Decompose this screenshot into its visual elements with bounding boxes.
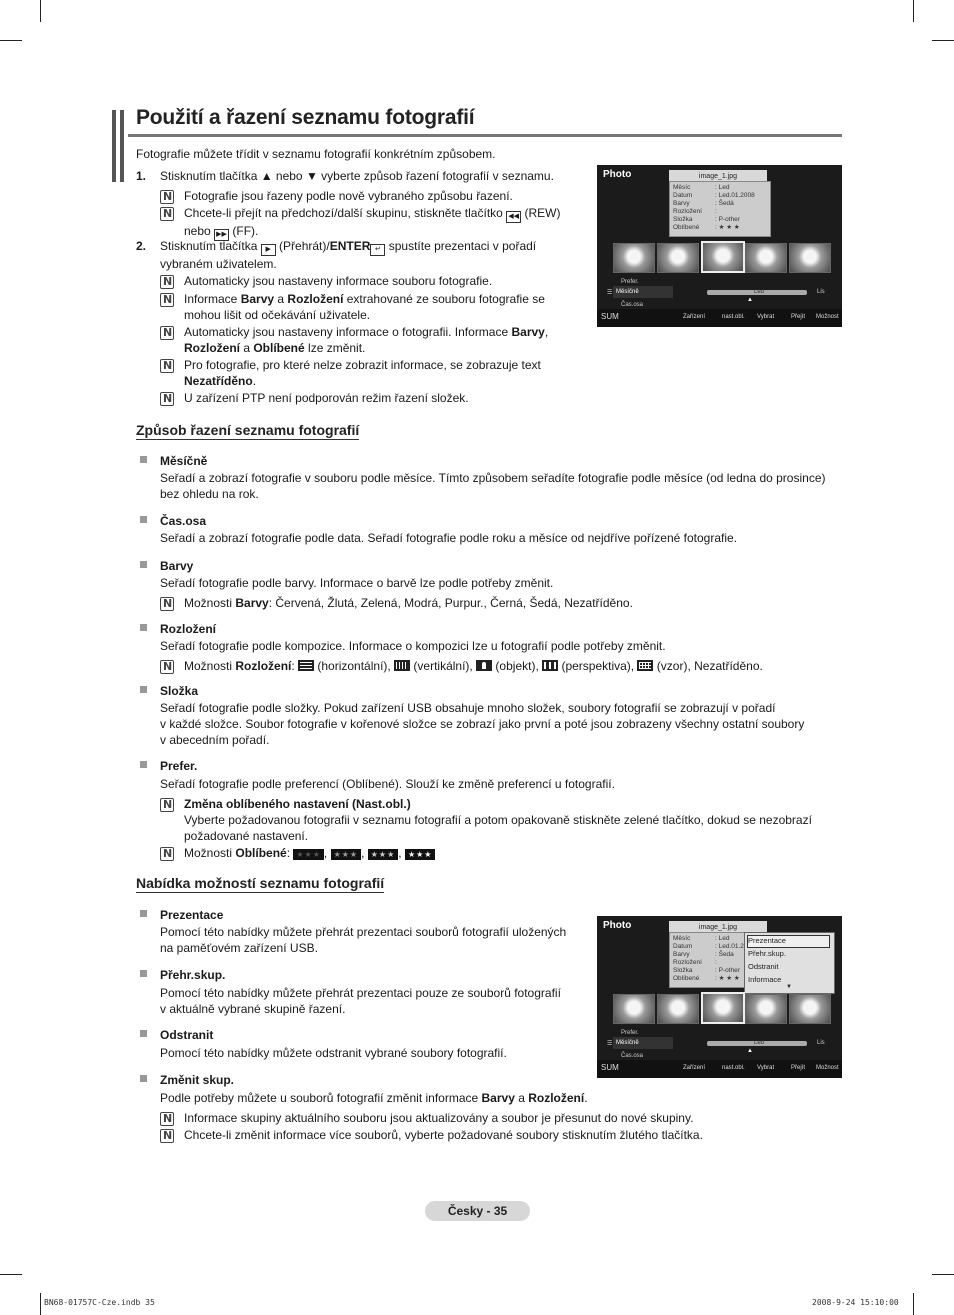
note-icon [160,293,174,307]
note: N Chcete-li přejít na předchozí/další skupinu, stiskněte tlačítko ◀◀ (REW) nebo ▶▶ (FF). [184,205,561,241]
bullet-icon [140,561,147,568]
note: N Informace Barvy a Rozložení extrahované ze souboru fotografie se mohou lišit od očekávání uživatele. [184,291,545,323]
bullet-icon [140,624,147,631]
note: N Fotografie jsou řazeny podle nově vybraného způsobu řazení. [184,188,513,204]
print-info-left: BN68-01757C-Cze.indb 35 [44,1298,155,1307]
bullet-icon [140,761,147,768]
bullet-icon [140,1075,147,1082]
note: N Automaticky jsou nastaveny informace souboru fotografie. [184,273,492,289]
crop-mark [0,1274,22,1275]
bullet-icon [140,970,147,977]
rew-icon: ◀◀ [506,211,521,223]
item-label: Barvy [160,559,194,573]
item-text: Pomocí této nabídky můžete odstranit vybrané soubory fotografií. [160,1046,507,1060]
bullet-icon [140,516,147,523]
step-number: 1. [136,169,147,183]
scroll-down-icon: ▼ [786,984,792,990]
tv-info-panel: Měsíc : Led Datum : Led.01.2008 Barvy : Šedá Rozložení : Složka : P-other Oblíbené : ★ ★ ★ [669,181,771,237]
item-label: Rozložení [160,622,216,636]
title-rule [128,134,842,137]
item-label: Prefer. [160,759,198,773]
tv-label: Photo [603,920,632,931]
tv-info-panel: Měsíc : Led Datum : Led.01.2 Barvy : Šeda Rozložení : Složka : P-other Oblíbené : ★ ★ ★ [669,932,771,988]
note-icon [160,597,174,611]
note-icon [160,1129,174,1143]
enter-icon: ↵ [370,244,385,256]
tv-screenshot-photo-list: Photo image_1.jpg Měsíc : Led Datum : Led.01.2008 Barvy : Šedá Rozložení : Složka : P-other Oblíbené : ★ ★ ★ Prefer. ☰ Měsíčně Čas.osa Led Lis ▲ SUM Zařízení nast.obl. Vybrat Přejít Možnost [597,165,842,327]
page-number: Česky - 35 [425,1201,530,1221]
pattern-layout-icon [637,660,653,671]
crop-mark [913,0,914,22]
tv-options-menu [744,932,835,994]
note-icon [160,798,174,812]
star-rating-icon: ★★★ [331,849,362,860]
note: N Změna oblíbeného nastavení (Nast.obl.) Vyberte požadovanou fotografii v seznamu fotografií a potom opakovaně stiskněte zelené tlačítko, dokud se nezobrazí požadované nastavení. [184,796,812,844]
star-rating-icon: ★★★ [368,849,399,860]
item-text: Seřadí a zobrazí fotografie podle data. Seřadí fotografie podle roku a měsíce od nejdříve pořízené fotografie. [160,531,738,545]
tv-filename: image_1.jpg [669,921,767,934]
step-2-text: Stisknutím tlačítka ▶ (Přehrát)/ENTER ↵ spustíte prezentaci v pořadí vybraném uživatelem. [160,239,537,271]
note-icon [160,359,174,373]
vertical-layout-icon [394,660,410,671]
photo-thumbnail-selected [701,992,745,1024]
item-text: Seřadí fotografie podle složky. Pokud zařízení USB obsahuje mnoho složek, soubory fotografií se zobrazují v pořadí v každé složce. Soubor fotografie v kořenové složce se zobrazí jako první a poté jsou zobrazeny všechny ostatní soubory v abecedním pořadí. [160,701,805,747]
note: N Pro fotografie, pro které nelze zobrazit informace, se zobrazuje text Nezatříděno. [184,357,541,389]
bullet-icon [140,456,147,463]
item-text: Seřadí fotografie podle preferencí (Oblíbené). Slouží ke změně preferencí u fotografií. [160,777,615,791]
note-icon [160,326,174,340]
intro-text: Fotografie můžete třídit v seznamu fotografií konkrétním způsobem. [136,147,496,161]
star-rating-icon: ★★★ [405,849,436,860]
item-text: Seřadí a zobrazí fotografie v souboru podle měsíce. Tímto způsobem seřadíte fotografie podle měsíce (od ledna do prosince) bez ohledu na rok. [160,471,826,501]
photo-thumbnail [613,994,655,1024]
menu-item-prehr-skup[interactable]: Přehr.skup. [748,949,786,958]
menu-item-odstranit[interactable]: Odstranit [748,962,779,971]
crop-mark [932,40,954,41]
photo-thumbnail [657,243,699,273]
note-icon [160,207,174,221]
crop-mark [0,40,22,41]
photo-thumbnail [789,994,831,1024]
item-label: Odstranit [160,1028,214,1042]
note-icon [160,275,174,289]
note: N Automaticky jsou nastaveny informace o fotografii. Informace Barvy, Rozložení a Oblíbené lze změnit. [184,324,548,356]
crop-mark [40,0,41,22]
note-icon [160,392,174,406]
note: N Možnosti Rozložení: (horizontální), (vertikální), (objekt), (perspektiva), (vzor), Nezatříděno. [184,658,763,674]
section-heading-sort: Způsob řazení seznamu fotografií [136,422,360,438]
ff-icon: ▶▶ [214,229,229,241]
tv-hint-bar: SUM Zařízení nast.obl. Vybrat Přejít Možnost [597,309,842,327]
bullet-icon [140,1030,147,1037]
step-number: 2. [136,239,147,253]
perspective-layout-icon [542,660,558,671]
tv-screenshot-options-menu: Photo image_1.jpg Měsíc : Led Datum : Led.01.2 Barvy : Šeda Rozložení : Složka : P-other Oblíbené : ★ ★ ★ Prezentace Přehr.skup. Odstranit Informace ▼ Prefer. ☰ Měsíčně Čas.osa Led Lis ▲ SUM Zařízení nast.obl. Vybrat Přejít Možnost [597,916,842,1078]
photo-thumbnail [613,243,655,273]
note: N Chcete-li změnit informace více souborů, vyberte požadované soubory stisknutím žlutého tlačítka. [184,1127,703,1143]
note: N U zařízení PTP není podporován režim řazení složek. [184,390,469,406]
bullet-icon [140,910,147,917]
item-label: Změnit skup. [160,1073,235,1087]
item-label: Složka [160,684,199,698]
print-info-right: 2008-9-24 15:10:00 [812,1298,899,1307]
photo-thumbnail [789,243,831,273]
crop-mark [932,1274,954,1275]
play-icon: ▶ [261,244,276,256]
note: N Informace skupiny aktuálního souboru jsou aktualizovány a soubor je přesunut do nové skupiny. [184,1110,693,1126]
item-text: Pomocí této nabídky můžete přehrát prezentaci souborů fotografií uložených na paměťovém zařízení USB. [160,925,567,955]
item-text: Pomocí této nabídky můžete přehrát prezentaci pouze ze souborů fotografií v aktuálně vybrané skupině řazení. [160,986,561,1016]
photo-thumbnail [657,994,699,1024]
item-label: Měsíčně [160,454,208,468]
note-icon [160,847,174,861]
item-text: Podle potřeby můžete u souborů fotografií změnit informace Barvy a Rozložení. [160,1091,588,1105]
photo-thumbnail [745,243,787,273]
page-title: Použití a řazení seznamu fotografií [136,106,475,129]
section-heading-options: Nabídka možností seznamu fotografií [136,875,385,891]
note: N Možnosti Oblíbené: ★★★ , ★★★ , ★★★ , ★★★ [184,845,435,861]
bullet-icon [140,686,147,693]
note-icon [160,1112,174,1126]
step-1-text: Stisknutím tlačítka ▲ nebo ▼ vyberte způsob řazení fotografií v seznamu. [160,169,554,183]
star-rating-icon: ★★★ [293,849,324,860]
item-label: Přehr.skup. [160,968,226,982]
horizontal-layout-icon [298,660,314,671]
tv-hint-bar: SUM Zařízení nast.obl. Vybrat Přejít Možnost [597,1060,842,1078]
note: N Možnosti Barvy: Červená, Žlutá, Zelená, Modrá, Purpur., Černá, Šedá, Nezatříděno. [184,595,633,611]
item-label: Čas.osa [160,514,207,528]
menu-item-prezentace[interactable]: Prezentace [748,936,786,945]
item-text: Seřadí fotografie podle kompozice. Informace o kompozici lze u fotografií podle potřeby změnit. [160,639,666,653]
photo-thumbnail [745,994,787,1024]
tv-filename: image_1.jpg [669,170,767,183]
photo-thumbnail-selected [701,241,745,273]
note-icon [160,660,174,674]
crop-mark [913,1293,914,1315]
tv-label: Photo [603,169,632,180]
note-icon [160,190,174,204]
menu-item-informace[interactable]: Informace [748,975,782,984]
crop-mark [40,1293,41,1315]
item-label: Prezentace [160,908,224,922]
object-layout-icon [476,660,492,671]
item-text: Seřadí fotografie podle barvy. Informace o barvě lze podle potřeby změnit. [160,576,554,590]
